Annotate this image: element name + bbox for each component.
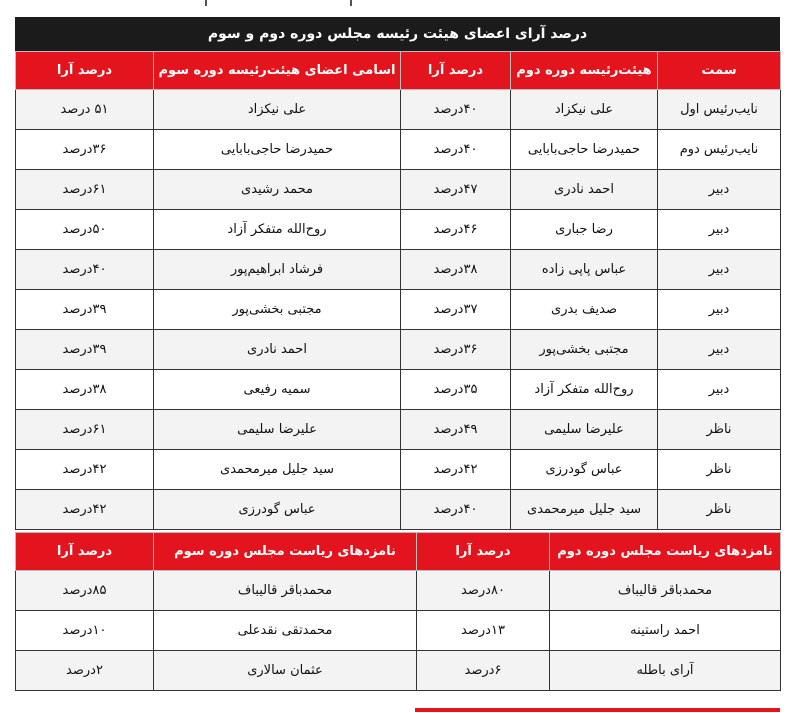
cell-board2: علیرضا سلیمی — [511, 410, 658, 450]
cell-board2: عباس پاپی زاده — [511, 250, 658, 290]
cell-cand3: محمدتقی نقدعلی — [154, 611, 417, 651]
cell-board3: مجتبی بخشی‌پور — [154, 290, 401, 330]
cell-board3: سمیه رفیعی — [154, 370, 401, 410]
cell-board3: محمد رشیدی — [154, 170, 401, 210]
table-header-row — [16, 52, 781, 90]
cell-vote2: ۴۰درصد — [401, 130, 511, 170]
table-row — [16, 450, 781, 490]
header-candidates-term-3: نامزدهای ریاست مجلس دوره سوم — [154, 533, 417, 571]
cell-position: دبیر — [658, 290, 781, 330]
cell-position: ناظر — [658, 410, 781, 450]
cell-position: دبیر — [658, 210, 781, 250]
cell-vote2: ۴۹درصد — [401, 410, 511, 450]
cell-vote3: ۶۱درصد — [16, 170, 154, 210]
table-row — [16, 651, 781, 691]
table-row — [16, 170, 781, 210]
cell-board3: علیرضا سلیمی — [154, 410, 401, 450]
cell-cand3: محمدباقر قالیباف — [154, 571, 417, 611]
cell-board2: عباس گودرزی — [511, 450, 658, 490]
cell-board2: علی نیکزاد — [511, 90, 658, 130]
cell-vote3: ۴۰درصد — [16, 250, 154, 290]
cell-vote3: ۲درصد — [16, 651, 154, 691]
cell-board2: رضا جباری — [511, 210, 658, 250]
cell-vote2: ۴۰درصد — [401, 490, 511, 530]
header-vote-term-3: درصد آرا — [16, 533, 154, 571]
cell-vote2: ۴۶درصد — [401, 210, 511, 250]
table-row — [16, 571, 781, 611]
cell-vote2: ۴۷درصد — [401, 170, 511, 210]
cell-vote3: ۴۲درصد — [16, 450, 154, 490]
header-board-term-3: اسامی اعضای هیئت‌رئیسه دوره سوم — [154, 52, 401, 90]
cell-vote3: ۶۱درصد — [16, 410, 154, 450]
cell-board2: سید جلیل میرمحمدی — [511, 490, 658, 530]
table-row — [16, 410, 781, 450]
header-vote-term-3: درصد آرا — [16, 52, 154, 90]
cell-position: دبیر — [658, 170, 781, 210]
cell-vote2: ۳۶درصد — [401, 330, 511, 370]
cell-vote2: ۴۰درصد — [401, 90, 511, 130]
table-row — [16, 330, 781, 370]
cell-vote3: ۳۹درصد — [16, 290, 154, 330]
speaker-candidates-table — [15, 532, 781, 691]
cell-board3: فرشاد ابراهیم‌پور — [154, 250, 401, 290]
cell-board2: مجتبی بخشی‌پور — [511, 330, 658, 370]
table-row — [16, 210, 781, 250]
header-board-term-2: هیئت‌رئیسه دوره دوم — [511, 52, 658, 90]
header-candidates-term-2: نامزدهای ریاست مجلس دوره دوم — [550, 533, 781, 571]
table-row — [16, 130, 781, 170]
page-title: درصد آرای اعضای هیئت رئیسه مجلس دوره دوم و سوم — [15, 17, 780, 51]
cell-position: دبیر — [658, 250, 781, 290]
cell-vote3: ۴۲درصد — [16, 490, 154, 530]
cell-board3: حمیدرضا حاجی‌بابایی — [154, 130, 401, 170]
cell-vote3: ۳۶درصد — [16, 130, 154, 170]
cell-board2: احمد نادری — [511, 170, 658, 210]
cell-position: ناظر — [658, 450, 781, 490]
table-row — [16, 611, 781, 651]
cell-vote2: ۴۲درصد — [401, 450, 511, 490]
cell-vote3: ۸۵درصد — [16, 571, 154, 611]
cell-vote3: ۳۹درصد — [16, 330, 154, 370]
cell-vote2: ۶درصد — [417, 651, 550, 691]
header-vote-term-2: درصد آرا — [401, 52, 511, 90]
table-row — [16, 250, 781, 290]
cell-board3: علی نیکزاد — [154, 90, 401, 130]
header-vote-term-2: درصد آرا — [417, 533, 550, 571]
table-header-row — [16, 533, 781, 571]
cell-board3: سید جلیل میرمحمدی — [154, 450, 401, 490]
cell-vote3: ۵۱ درصد — [16, 90, 154, 130]
cell-cand3: عثمان سالاری — [154, 651, 417, 691]
cell-vote2: ۳۷درصد — [401, 290, 511, 330]
cell-vote3: ۱۰درصد — [16, 611, 154, 651]
table-row — [16, 290, 781, 330]
header-position: سمت — [658, 52, 781, 90]
cell-vote2: ۳۵درصد — [401, 370, 511, 410]
cell-board3: روح‌الله متفکر آزاد — [154, 210, 401, 250]
cell-cand2: محمدباقر قالیباف — [550, 571, 781, 611]
cell-board2: حمیدرضا حاجی‌بابایی — [511, 130, 658, 170]
cell-vote2: ۳۸درصد — [401, 250, 511, 290]
bottom-accent-line — [415, 708, 780, 712]
cell-vote2: ۸۰درصد — [417, 571, 550, 611]
table-row — [16, 490, 781, 530]
cell-board2: روح‌الله متفکر آزاد — [511, 370, 658, 410]
cell-board3: عباس گودرزی — [154, 490, 401, 530]
table-row — [16, 370, 781, 410]
cell-cand2: احمد راستینه — [550, 611, 781, 651]
cell-board3: احمد نادری — [154, 330, 401, 370]
cell-position: دبیر — [658, 370, 781, 410]
cell-position: نایب‌رئیس دوم — [658, 130, 781, 170]
top-decoration — [205, 0, 355, 6]
table-row — [16, 90, 781, 130]
cell-cand2: آرای باطله — [550, 651, 781, 691]
cell-position: ناظر — [658, 490, 781, 530]
cell-vote3: ۵۰درصد — [16, 210, 154, 250]
cell-position: نایب‌رئیس اول — [658, 90, 781, 130]
cell-vote3: ۳۸درصد — [16, 370, 154, 410]
cell-vote2: ۱۳درصد — [417, 611, 550, 651]
cell-position: دبیر — [658, 330, 781, 370]
board-members-table — [15, 51, 781, 530]
cell-board2: صدیف بدری — [511, 290, 658, 330]
